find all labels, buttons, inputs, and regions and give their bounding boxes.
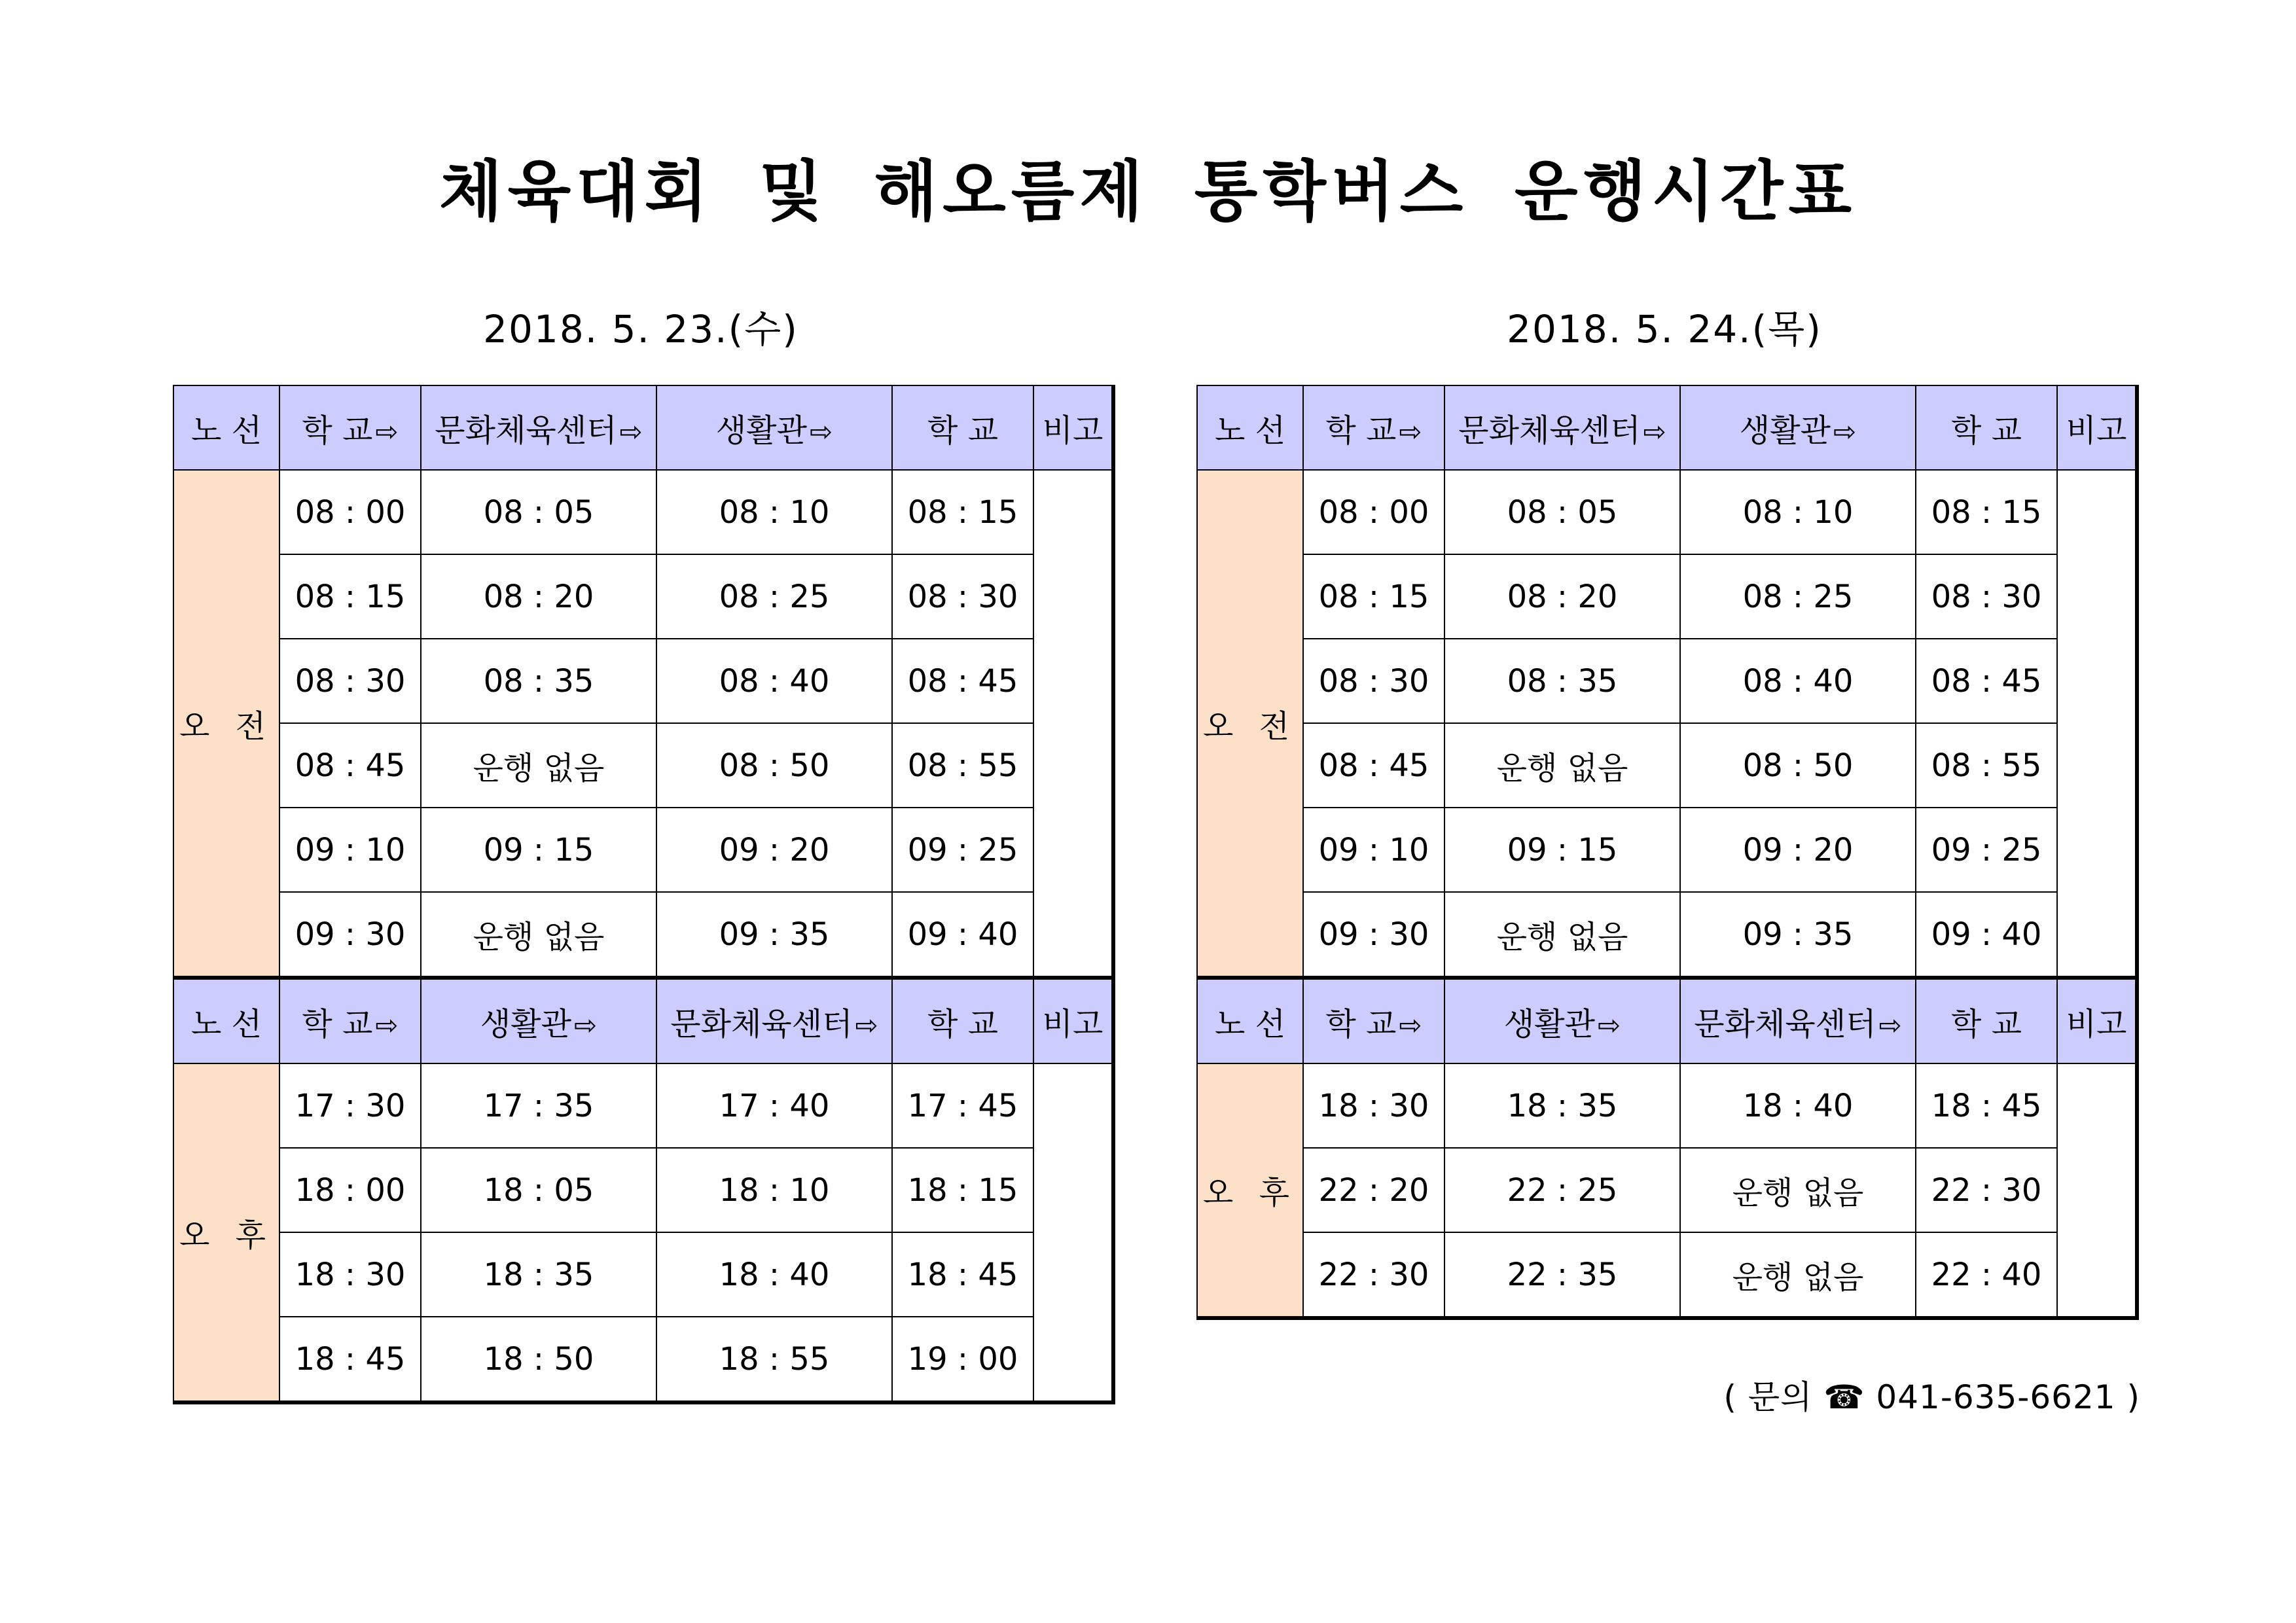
time-cell: 08 : 30 bbox=[279, 639, 421, 723]
time-cell: 08 : 35 bbox=[1444, 639, 1680, 723]
header-label: 노 선 bbox=[191, 412, 262, 449]
time-cell: 18 : 50 bbox=[421, 1317, 656, 1402]
morning-header-cell bbox=[1303, 385, 1444, 470]
header-label: 학 교 bbox=[302, 1006, 373, 1043]
morning-header-cell bbox=[1197, 385, 1303, 470]
arrow-right-icon: ⇨ bbox=[375, 1009, 399, 1041]
table-row bbox=[1197, 723, 2137, 808]
time-cell: 08 : 20 bbox=[1444, 554, 1680, 639]
morning-header-cell bbox=[1444, 385, 1680, 470]
time-cell: 운행 없음 bbox=[1444, 723, 1680, 808]
time-cell: 17 : 30 bbox=[279, 1063, 421, 1148]
time-cell: 18 : 45 bbox=[279, 1317, 421, 1402]
afternoon-period-label: 오 후 bbox=[173, 1063, 279, 1402]
time-cell: 08 : 05 bbox=[1444, 470, 1680, 554]
time-cell: 08 : 30 bbox=[1303, 639, 1444, 723]
time-cell: 22 : 30 bbox=[1303, 1232, 1444, 1318]
time-cell: 08 : 25 bbox=[1680, 554, 1916, 639]
time-cell: 18 : 30 bbox=[279, 1232, 421, 1317]
time-cell: 08 : 05 bbox=[421, 470, 656, 554]
header-label: 학 교 bbox=[1325, 1006, 1397, 1043]
arrow-right-icon: ⇨ bbox=[573, 1009, 598, 1041]
morning-note-cell bbox=[1033, 470, 1113, 978]
time-cell: 09 : 35 bbox=[656, 892, 892, 978]
header-label: 비고 bbox=[1042, 1006, 1103, 1043]
afternoon-header-cell bbox=[1033, 978, 1113, 1063]
time-cell: 09 : 20 bbox=[656, 808, 892, 892]
arrow-right-icon: ⇨ bbox=[809, 416, 833, 448]
table-row bbox=[1197, 554, 2137, 639]
contact-info: ( 문의 ☎ 041-635-6621 ) bbox=[1723, 1378, 2140, 1416]
schedule-table-day2 bbox=[1196, 385, 2139, 1320]
schedule-table-day1 bbox=[173, 385, 1115, 1404]
arrow-right-icon: ⇨ bbox=[1643, 416, 1666, 448]
time-cell: 08 : 35 bbox=[421, 639, 656, 723]
time-cell: 18 : 15 bbox=[892, 1148, 1033, 1232]
time-cell: 17 : 40 bbox=[656, 1063, 892, 1148]
afternoon-header-cell bbox=[1680, 978, 1916, 1063]
time-cell: 08 : 40 bbox=[656, 639, 892, 723]
time-cell: 18 : 45 bbox=[892, 1232, 1033, 1317]
header-label: 문화체육센터 bbox=[435, 412, 617, 449]
time-cell: 22 : 35 bbox=[1444, 1232, 1680, 1318]
header-label: 노 선 bbox=[191, 1006, 262, 1043]
table-row bbox=[1197, 639, 2137, 723]
time-cell: 22 : 25 bbox=[1444, 1148, 1680, 1232]
arrow-right-icon: ⇨ bbox=[1399, 416, 1422, 448]
afternoon-header-row bbox=[173, 978, 1113, 1063]
morning-header-cell bbox=[892, 385, 1033, 470]
morning-period-label: 오 전 bbox=[173, 470, 279, 978]
time-cell: 22 : 30 bbox=[1916, 1148, 2057, 1232]
time-cell: 08 : 30 bbox=[892, 554, 1033, 639]
header-label: 비고 bbox=[1042, 412, 1103, 449]
page-title: 체육대회 및 해오름제 통학버스 운행시간표 bbox=[439, 153, 1857, 230]
morning-header-row bbox=[173, 385, 1113, 470]
time-cell: 18 : 00 bbox=[279, 1148, 421, 1232]
table-row bbox=[173, 1232, 1113, 1317]
time-cell: 09 : 20 bbox=[1680, 808, 1916, 892]
header-label: 문화체육센터 bbox=[1694, 1006, 1876, 1043]
time-cell: 22 : 20 bbox=[1303, 1148, 1444, 1232]
header-label: 노 선 bbox=[1215, 1006, 1285, 1043]
afternoon-header-cell bbox=[656, 978, 892, 1063]
header-label: 노 선 bbox=[1215, 412, 1285, 449]
afternoon-header-cell bbox=[421, 978, 656, 1063]
header-label: 문화체육센터 bbox=[670, 1006, 853, 1043]
arrow-right-icon: ⇨ bbox=[855, 1009, 878, 1041]
time-cell: 08 : 45 bbox=[892, 639, 1033, 723]
header-label: 생활관 bbox=[1739, 412, 1831, 449]
time-cell: 08 : 25 bbox=[656, 554, 892, 639]
time-cell: 18 : 35 bbox=[1444, 1063, 1680, 1148]
time-cell: 08 : 10 bbox=[1680, 470, 1916, 554]
morning-header-row bbox=[1197, 385, 2137, 470]
time-cell: 18 : 10 bbox=[656, 1148, 892, 1232]
morning-header-cell bbox=[421, 385, 656, 470]
morning-header-cell bbox=[279, 385, 421, 470]
time-cell: 09 : 30 bbox=[1303, 892, 1444, 978]
time-cell: 09 : 35 bbox=[1680, 892, 1916, 978]
header-label: 학 교 bbox=[927, 1006, 998, 1043]
header-label: 학 교 bbox=[1325, 412, 1397, 449]
table-row bbox=[173, 808, 1113, 892]
afternoon-note-cell bbox=[2057, 1063, 2137, 1318]
time-cell: 09 : 10 bbox=[279, 808, 421, 892]
afternoon-header-cell bbox=[892, 978, 1033, 1063]
time-cell: 09 : 30 bbox=[279, 892, 421, 978]
table-row bbox=[173, 1317, 1113, 1402]
header-label: 학 교 bbox=[302, 412, 373, 449]
time-cell: 09 : 15 bbox=[1444, 808, 1680, 892]
time-cell: 08 : 55 bbox=[1916, 723, 2057, 808]
afternoon-header-cell bbox=[1444, 978, 1680, 1063]
time-cell: 운행 없음 bbox=[1444, 892, 1680, 978]
time-cell: 08 : 15 bbox=[279, 554, 421, 639]
time-cell: 09 : 40 bbox=[1916, 892, 2057, 978]
arrow-right-icon: ⇨ bbox=[619, 416, 643, 448]
morning-header-cell bbox=[2057, 385, 2137, 470]
header-label: 생활관 bbox=[715, 412, 807, 449]
header-label: 비고 bbox=[2066, 1006, 2127, 1043]
morning-note-cell bbox=[2057, 470, 2137, 978]
time-cell: 08 : 45 bbox=[279, 723, 421, 808]
time-cell: 08 : 30 bbox=[1916, 554, 2057, 639]
header-label: 학 교 bbox=[1951, 412, 2022, 449]
time-cell: 08 : 45 bbox=[1303, 723, 1444, 808]
afternoon-header-row bbox=[1197, 978, 2137, 1063]
time-cell: 18 : 40 bbox=[1680, 1063, 1916, 1148]
morning-header-cell bbox=[1680, 385, 1916, 470]
table-row bbox=[1197, 470, 2137, 554]
morning-header-cell bbox=[1033, 385, 1113, 470]
time-cell: 08 : 55 bbox=[892, 723, 1033, 808]
table-row bbox=[1197, 1148, 2137, 1232]
time-cell: 08 : 50 bbox=[656, 723, 892, 808]
time-cell: 09 : 25 bbox=[1916, 808, 2057, 892]
arrow-right-icon: ⇨ bbox=[1597, 1009, 1621, 1041]
time-cell: 09 : 15 bbox=[421, 808, 656, 892]
time-cell: 19 : 00 bbox=[892, 1317, 1033, 1402]
time-cell: 17 : 35 bbox=[421, 1063, 656, 1148]
time-cell: 09 : 40 bbox=[892, 892, 1033, 978]
time-cell: 08 : 45 bbox=[1916, 639, 2057, 723]
afternoon-note-cell bbox=[1033, 1063, 1113, 1402]
time-cell: 08 : 15 bbox=[1303, 554, 1444, 639]
arrow-right-icon: ⇨ bbox=[1878, 1009, 1902, 1041]
date-day1: 2018. 5. 23.(수) bbox=[483, 307, 798, 351]
time-cell: 18 : 30 bbox=[1303, 1063, 1444, 1148]
table-row bbox=[1197, 1063, 2137, 1148]
time-cell: 18 : 35 bbox=[421, 1232, 656, 1317]
table-row bbox=[1197, 892, 2137, 978]
time-cell: 18 : 40 bbox=[656, 1232, 892, 1317]
table-row bbox=[173, 723, 1113, 808]
morning-header-cell bbox=[656, 385, 892, 470]
time-cell: 08 : 15 bbox=[892, 470, 1033, 554]
time-cell: 18 : 45 bbox=[1916, 1063, 2057, 1148]
time-cell: 운행 없음 bbox=[1680, 1232, 1916, 1318]
afternoon-header-cell bbox=[1916, 978, 2057, 1063]
header-label: 학 교 bbox=[1951, 1006, 2022, 1043]
header-label: 생활관 bbox=[1503, 1006, 1595, 1043]
arrow-right-icon: ⇨ bbox=[1399, 1009, 1422, 1041]
arrow-right-icon: ⇨ bbox=[375, 416, 399, 448]
time-cell: 08 : 15 bbox=[1916, 470, 2057, 554]
table-row bbox=[173, 554, 1113, 639]
time-cell: 08 : 50 bbox=[1680, 723, 1916, 808]
table-row bbox=[173, 470, 1113, 554]
time-cell: 08 : 20 bbox=[421, 554, 656, 639]
table-row bbox=[173, 892, 1113, 978]
time-cell: 08 : 00 bbox=[279, 470, 421, 554]
table-row bbox=[1197, 808, 2137, 892]
afternoon-period-label: 오 후 bbox=[1197, 1063, 1303, 1318]
afternoon-header-cell bbox=[279, 978, 421, 1063]
time-cell: 17 : 45 bbox=[892, 1063, 1033, 1148]
header-label: 비고 bbox=[2066, 412, 2127, 449]
afternoon-header-cell bbox=[1303, 978, 1444, 1063]
arrow-right-icon: ⇨ bbox=[1833, 416, 1857, 448]
time-cell: 운행 없음 bbox=[421, 723, 656, 808]
header-label: 문화체육센터 bbox=[1458, 412, 1641, 449]
date-day2: 2018. 5. 24.(목) bbox=[1507, 307, 1822, 351]
table-row bbox=[173, 1063, 1113, 1148]
time-cell: 08 : 10 bbox=[656, 470, 892, 554]
time-cell: 08 : 40 bbox=[1680, 639, 1916, 723]
time-cell: 09 : 10 bbox=[1303, 808, 1444, 892]
time-cell: 18 : 55 bbox=[656, 1317, 892, 1402]
time-cell: 운행 없음 bbox=[421, 892, 656, 978]
morning-header-cell bbox=[173, 385, 279, 470]
afternoon-header-cell bbox=[2057, 978, 2137, 1063]
afternoon-header-cell bbox=[173, 978, 279, 1063]
time-cell: 운행 없음 bbox=[1680, 1148, 1916, 1232]
afternoon-header-cell bbox=[1197, 978, 1303, 1063]
header-label: 학 교 bbox=[927, 412, 998, 449]
table-row bbox=[173, 1148, 1113, 1232]
table-row bbox=[1197, 1232, 2137, 1318]
time-cell: 08 : 00 bbox=[1303, 470, 1444, 554]
time-cell: 09 : 25 bbox=[892, 808, 1033, 892]
table-row bbox=[173, 639, 1113, 723]
header-label: 생활관 bbox=[480, 1006, 571, 1043]
morning-period-label: 오 전 bbox=[1197, 470, 1303, 978]
time-cell: 18 : 05 bbox=[421, 1148, 656, 1232]
time-cell: 22 : 40 bbox=[1916, 1232, 2057, 1318]
morning-header-cell bbox=[1916, 385, 2057, 470]
